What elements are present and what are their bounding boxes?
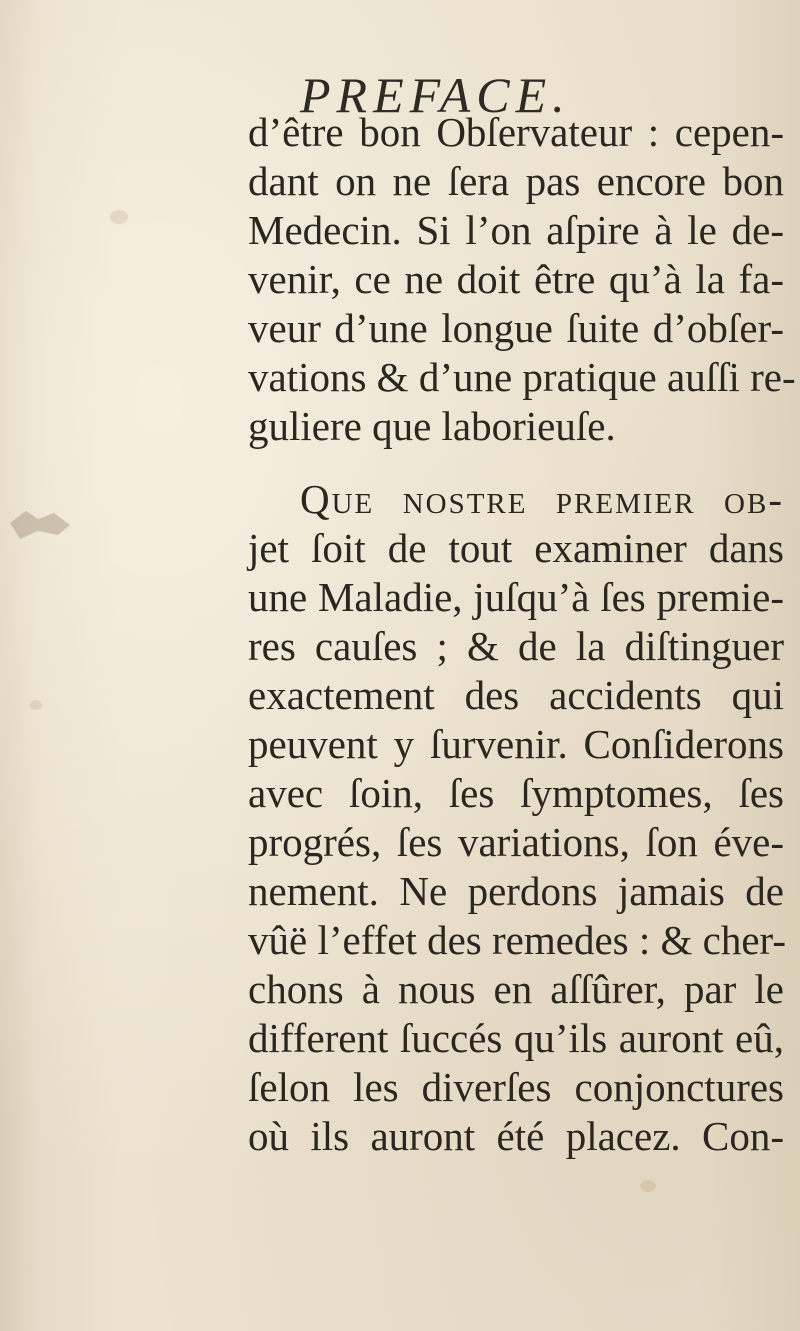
text-line: d’être bon Obſervateur : cepen- (248, 109, 784, 155)
text-line: different ſuccés qu’ils auront eû, (248, 1015, 784, 1061)
text-line: nement. Ne perdons jamais de (248, 868, 784, 914)
text-line: Medecin. Si l’on aſpire à le de- (248, 207, 784, 253)
text-line: ſelon les diverſes conjonctures (248, 1064, 784, 1110)
text-line: Que nostre premier ob- (300, 476, 784, 522)
text-line: veur d’une longue ſuite d’obſer- (248, 305, 784, 351)
paragraph-2 (248, 475, 787, 1161)
text-line: où ils auront été placez. Con- (248, 1113, 784, 1159)
text-line: progrés, ſes variations, ſon éve- (248, 819, 784, 865)
text-line: avec ſoin, ſes ſymptomes, ſes (248, 770, 784, 816)
paper-stain (110, 210, 128, 224)
text-line: peuvent y ſurvenir. Conſiderons (248, 721, 784, 767)
paper-stain (640, 1180, 656, 1192)
text-line: exactement des accidents qui (248, 672, 784, 718)
running-head: PREFACE. (300, 67, 571, 123)
text-line: dant on ne ſera pas encore bon (248, 158, 784, 204)
text-line: venir, ce ne doit être qu’à la fa- (248, 256, 784, 302)
paragraph-1 (248, 108, 796, 451)
text-line: guliere que laborieuſe. (248, 403, 616, 449)
text-line: une Maladie, juſqu’à ſes premie- (248, 574, 784, 620)
paper-stain (30, 700, 42, 710)
text-line: chons à nous en aſſûrer, par le (248, 966, 784, 1012)
text-line: res cauſes ; & de la diſtinguer (248, 623, 784, 669)
text-line: jet ſoit de tout examiner dans (248, 525, 784, 571)
margin-smudge (8, 505, 78, 545)
text-line: vûë l’effet des remedes : & cher- (248, 917, 787, 963)
text-line: vations & d’une pratique auſſi re- (248, 354, 796, 400)
